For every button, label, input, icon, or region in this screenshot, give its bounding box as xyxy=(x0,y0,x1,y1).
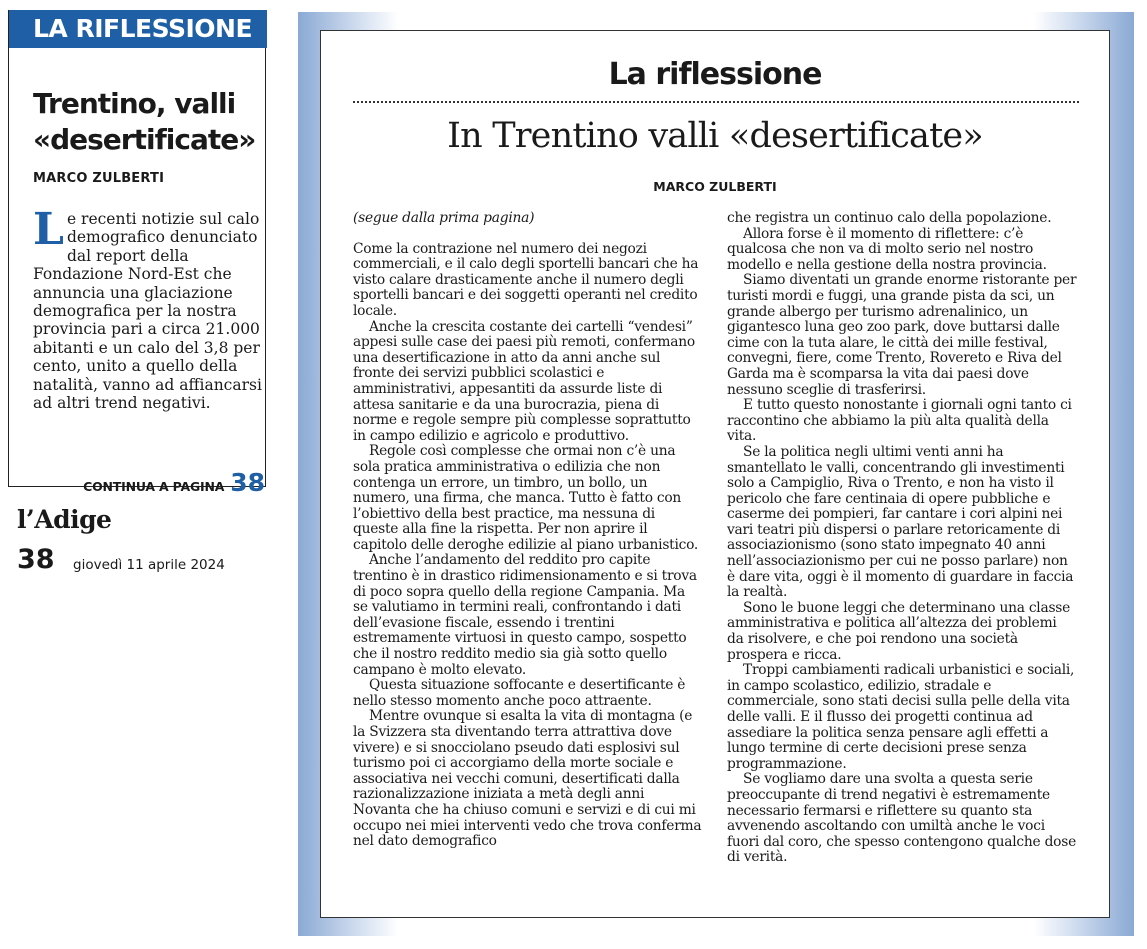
article-kicker: La riflessione xyxy=(608,57,822,92)
article-paragraph: Questa situazione soffocante e desertificante è nello stesso momento anche poco attraente. xyxy=(353,677,686,709)
article-paragraph: Mentre ovunque si esalta la vita di montagna (e la Svizzera sta diventando terra attrattiva dove vivere) e si snocciolano pseudo dati esplosivi sul turismo poi ci accorgiamo della morte sociale e associativa nei vecchi comuni, desertificati dalla razionalizzazione iniziata a metà degli anni Novanta che ha chiuso comuni e servizi e di cui mi occupo nei miei interventi vedo che trova conferma nel dato demografico xyxy=(353,708,702,850)
continue-label: CONTINUA A PAGINA xyxy=(83,479,225,494)
article-paragraph: Allora forse è il momento di riflettere: c’è qualcosa che non va di molto serio nel nostro modello e nella gestione della nostra provincia. xyxy=(727,225,1047,273)
continue-link[interactable] xyxy=(83,468,265,497)
dotted-divider xyxy=(353,101,1079,103)
article-column-2 xyxy=(727,211,1077,866)
article-paragraph: Anche l’andamento del reddito pro capite trentino è in drastico ridimensionamento e si trova di poco sopra quello della regione Campania. Ma se valutiamo in termini reali, confrontando i dati dell’evasione fiscale, essendo i trentini estremamente virtuosi in questo campo, sospetto che il nostro reddito medio sia già sotto quello campano è molto elevato. xyxy=(353,552,697,678)
page-date: giovedì 11 aprile 2024 xyxy=(73,557,225,573)
article-paragraph: Siamo diventati un grande enorme ristorante per turisti mordi e fuggi, una grande pista da sci, un grande albergo per turismo adrenalinico, un gigantesco luna geo zoo park, dove buttarsi dalle cime con la tuta alare, le città dei mille festival, convegni, fiere, come Trento, Rovereto e Riva del Garda ma è scomparsa la vita dai paesi dove nessuno sceglie di trasferirsi. xyxy=(727,272,1077,398)
article-title: In Trentino valli «desertificate» xyxy=(447,116,983,156)
page-number: 38 xyxy=(17,544,55,575)
article-paragraph: (segue dalla prima pagina) xyxy=(353,210,535,226)
article-paragraph: Anche la crescita costante dei cartelli “vendesi” appesi sulle case dei paesi più remoti, confermano una desertificazione in atto da anni anche sul fronte dei servizi pubblici scolastici e amministrativi, appesantiti da assurde liste di attesa sanitarie e da una burocrazia, piena di norme e regole sempre più complesse soprattutto in campo edilizio e agricolo e produttivo. xyxy=(353,318,695,444)
teaser-body xyxy=(33,204,265,413)
article-paragraph: Regole così complesse che ormai non c’è una sola pratica amministrativa o edilizia che non contenga un errore, un timbro, un bollo, un numero, una firma, che manca. Tutto è fatto con l’obiettivo della best practice, ma nessuna di queste alla fine la rispetta. Per non aprire il capitolo delle deroghe edilizie al piano urbanistico. xyxy=(353,443,699,553)
article-paragraph: che registra un continuo calo della popolazione. xyxy=(727,210,1052,226)
article-paragraph: Se la politica negli ultimi venti anni ha smantellato le valli, concentrando gli investimenti solo a Campiglio, Riva o Trento, e non ha visto il pericolo che fare centinaia di opere pubbliche e caserme dei pompieri, far cantare i cori alpini nei vari teatri più dispersi o parlare retoricamente di associazionismo (sono stato impegnato 40 anni nell’associazionismo per cui ne posso parlare) non è dare vita, oggi è il momento di guardare in faccia la realtà. xyxy=(727,443,1074,601)
article-paragraph: Come la contrazione nel numero dei negozi commerciali, e il calo degli sportelli bancari che ha visto calare drasticamente anche il numero degli sportelli bancari e dei soggetti operanti nel credito locale. xyxy=(353,240,699,319)
article-paragraph: Se vogliamo dare una svolta a questa serie preoccupante di trend negativi è estremamente necessario fermarsi e riflettere su quanto sta avvenendo ascoltando con umiltà anche le voci fuori dal coro, che spesso contengono qualche dose di verità. xyxy=(727,771,1076,866)
article-paragraph: E tutto questo nonostante i giornali ogni tanto ci raccontino che abbiamo la più alta qualità della vita. xyxy=(727,397,1072,445)
article-paragraph: Troppi cambiamenti radicali urbanistici e sociali, in campo scolastico, edilizio, stradale e commerciale, sono stati decisi sulla pelle della vita delle valli. E il flusso dei progetti continua ad assediare la politica senza pensare agli effetti a lungo termine di certe decisioni prese senza programmazione. xyxy=(727,662,1075,772)
article-box xyxy=(320,30,1110,918)
teaser-title: Trentino, valli «desertificate» xyxy=(33,87,256,156)
teaser-box xyxy=(8,10,266,497)
teaser-author: MARCO ZULBERTI xyxy=(33,171,165,186)
newspaper-masthead: l’Adige xyxy=(17,505,112,534)
article-column-1 xyxy=(353,211,703,850)
teaser-kicker: LA RIFLESSIONE xyxy=(9,10,267,48)
continue-page-number: 38 xyxy=(230,468,265,497)
article-author: MARCO ZULBERTI xyxy=(653,179,777,194)
teaser-dropcap: L xyxy=(33,204,64,255)
article-paragraph: Sono le buone leggi che determinano una classe amministrativa e politica all’altezza dei problemi da risolvere, e che poi rendono una società prospera e ricca. xyxy=(727,599,1071,663)
teaser-body-text: e recenti notizie sul calo demografico denunciato dal report della Fondazione Nord-Est che annuncia una glaciazione demografica per la nostra provincia pari a circa 21.000 abitanti e un calo del 3,8 per cento, unito a quello della natalità, vanno ad affiancarsi ad altri trend negativi. xyxy=(33,210,262,413)
